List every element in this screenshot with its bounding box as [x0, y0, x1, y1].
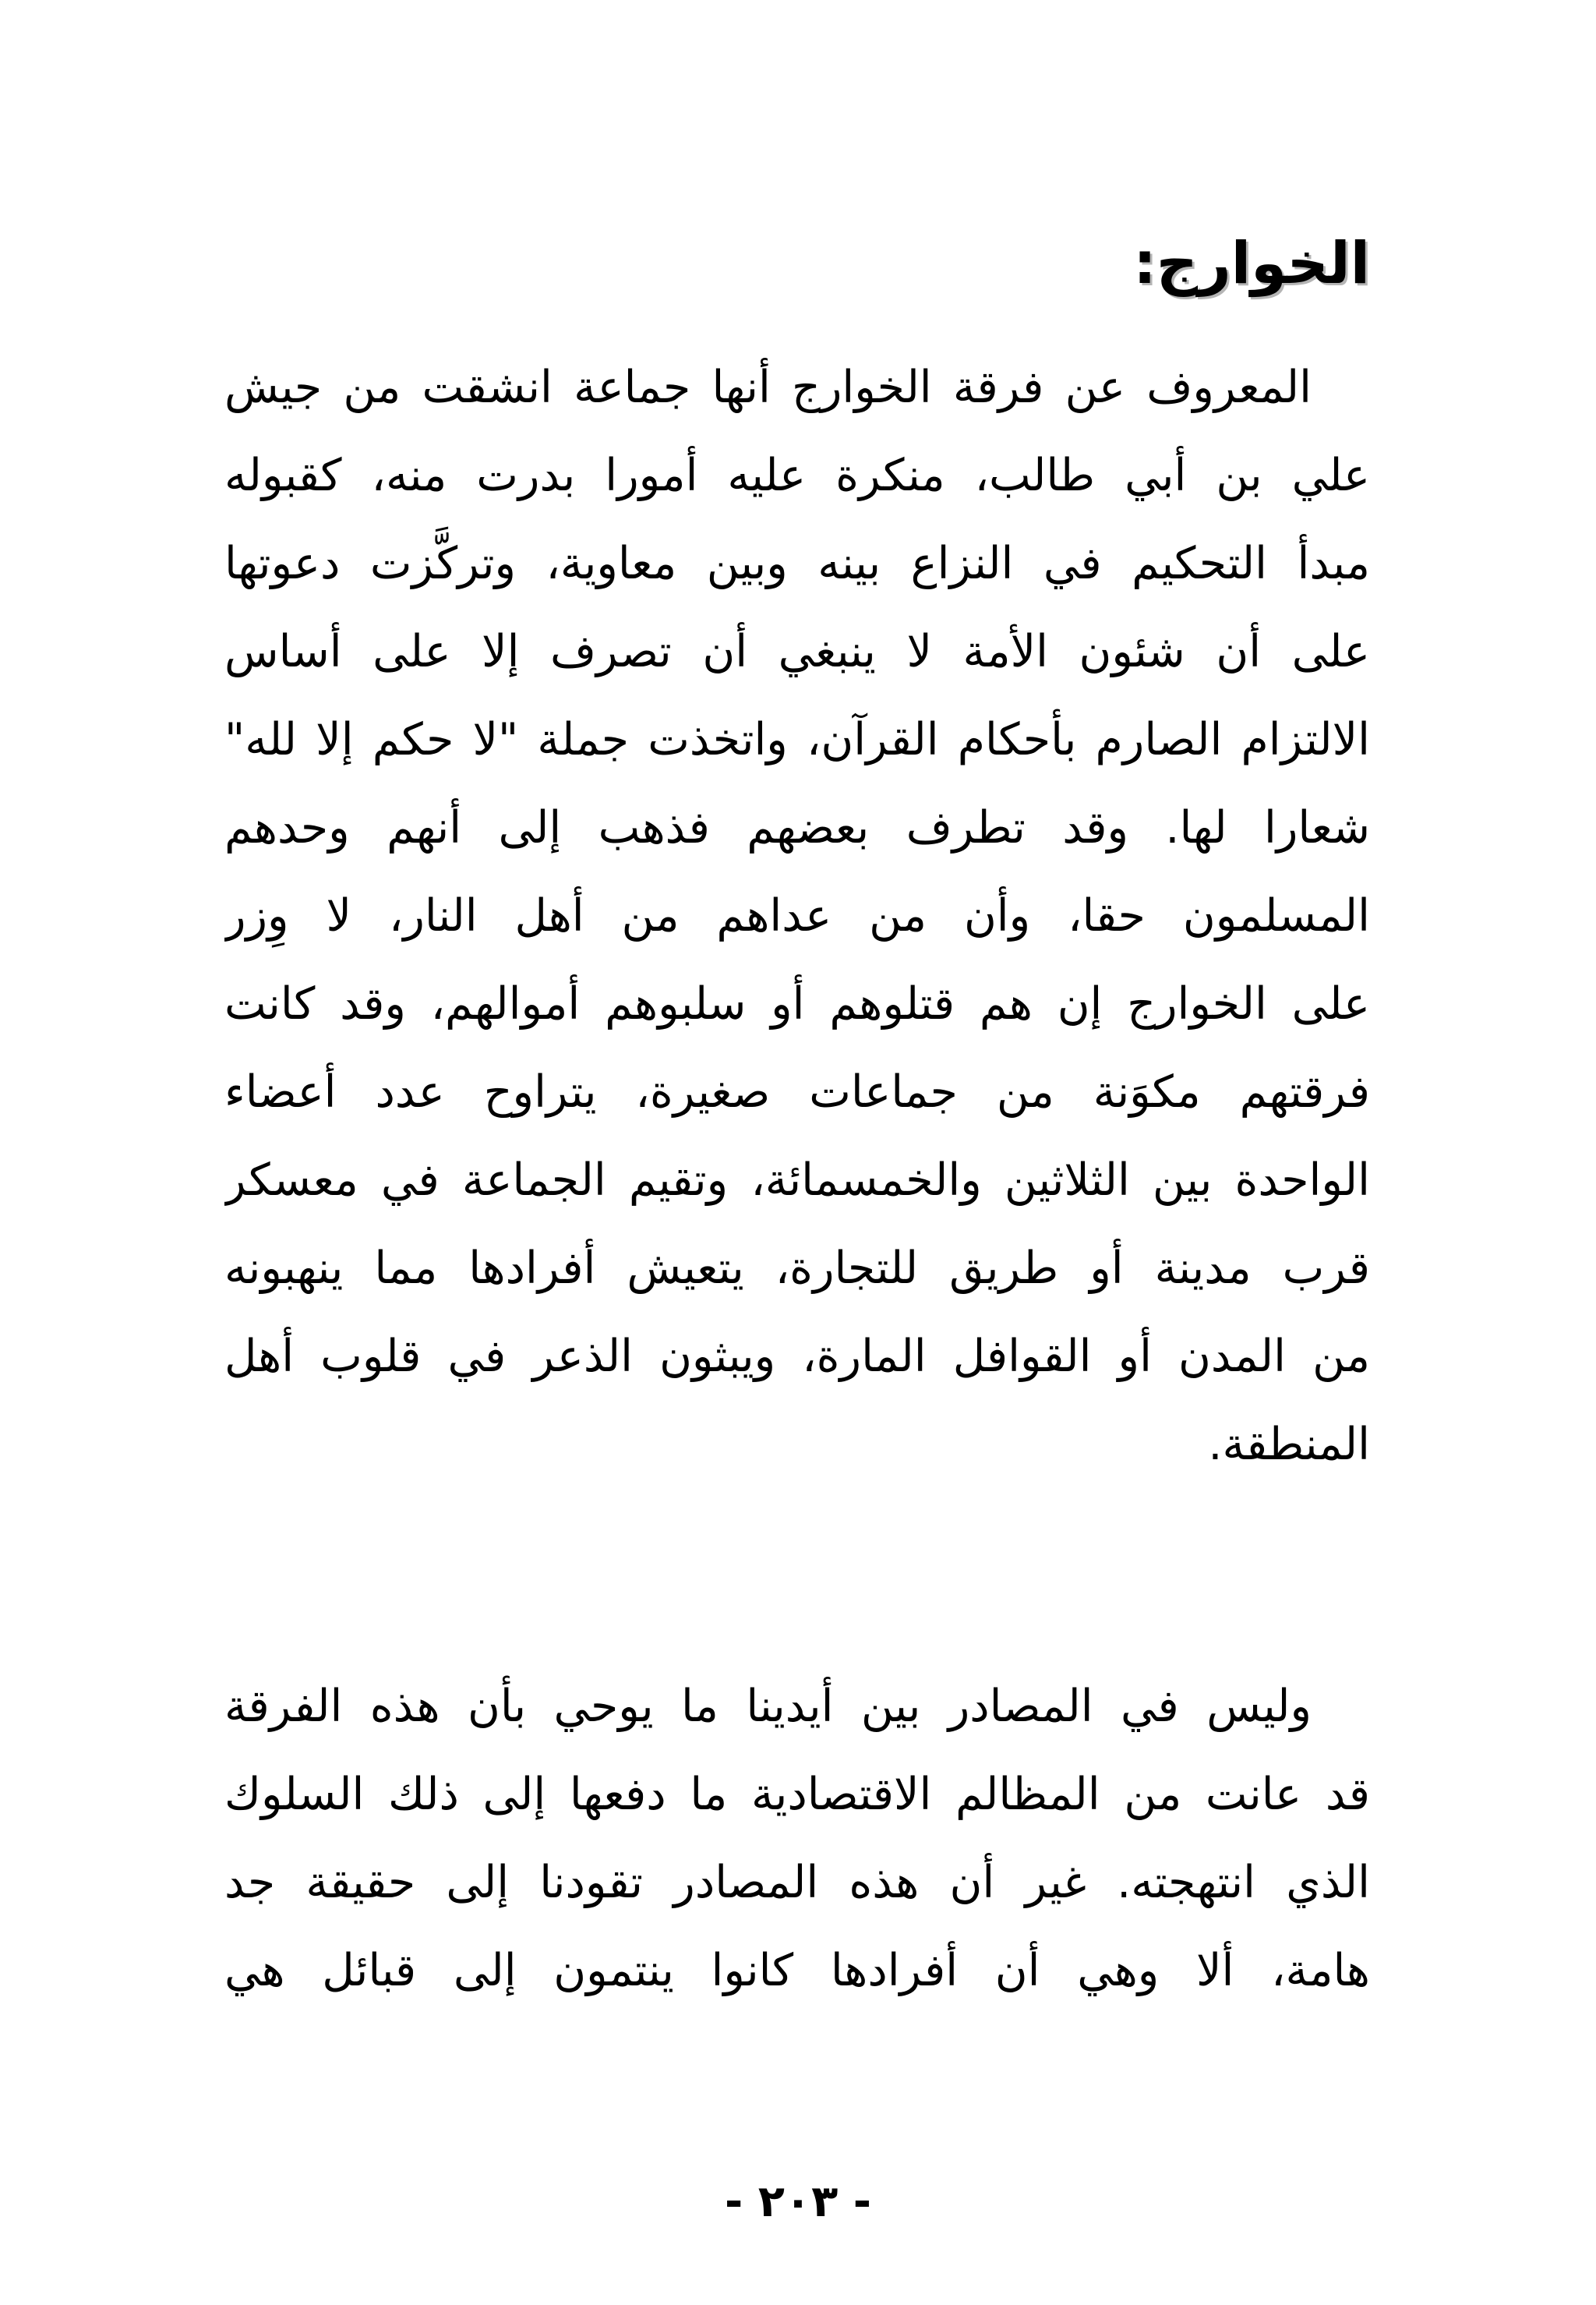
paragraph-line: قد عانت من المظالم الاقتصادية ما دفعها إلى ذلك السلوك: [224, 1769, 1370, 1820]
paragraph-line: الالتزام الصارم بأحكام القرآن، واتخذت جملة "لا حكم إلا لله": [224, 714, 1370, 765]
paragraph-2: [224, 1663, 1370, 2015]
paragraph-line: المعروف عن فرقة الخوارج أنها جماعة انشقت من جيش: [224, 362, 1312, 413]
paragraph-line: مبدأ التحكيم في النزاع بينه وبين معاوية، وتركَّزت دعوتها: [224, 538, 1370, 589]
paragraph-line: على الخوارج إن هم قتلوهم أو سلبوهم أموالهم، وقد كانت: [224, 978, 1370, 1030]
paragraph-line: هامة، ألا وهي أن أفرادها كانوا ينتمون إلى قبائل هي: [224, 1945, 1370, 1996]
paragraph-line: الذي انتهجته. غير أن هذه المصادر تقودنا إلى حقيقة جد: [224, 1857, 1370, 1908]
paragraph-line: علي بن أبي طالب، منكرة عليه أمورا بدرت منه، كقبوله: [224, 450, 1370, 501]
paragraph-1: [224, 344, 1370, 1489]
paragraph-line: فرقتهم مكوَنة من جماعات صغيرة، يتراوح عدد أعضاء: [224, 1066, 1370, 1118]
page-number: - ٢٠٣ -: [724, 2176, 872, 2227]
paragraph-line: الواحدة بين الثلاثين والخمسمائة، وتقيم الجماعة في معسكر: [224, 1154, 1370, 1206]
paragraph-line: على أن شئون الأمة لا ينبغي أن تصرف إلا على أساس: [224, 626, 1370, 677]
paragraph-line: من المدن أو القوافل المارة، ويبثون الذعر في قلوب أهل: [224, 1331, 1370, 1382]
paragraph-line: المنطقة.: [1208, 1419, 1370, 1470]
paragraph-line: قرب مدينة أو طريق للتجارة، يتعيش أفرادها مما ينهبونه: [224, 1243, 1370, 1294]
paragraph-line: وليس في المصادر بين أيدينا ما يوحي بأن هذه الفرقة: [224, 1681, 1312, 1732]
section-heading: الخوارج:: [1133, 230, 1370, 297]
paragraph-line: المسلمون حقا، وأن من عداهم من أهل النار، لا وِزر: [224, 890, 1370, 942]
paragraph-line: شعارا لها. وقد تطرف بعضهم فذهب إلى أنهم وحدهم: [224, 802, 1370, 854]
